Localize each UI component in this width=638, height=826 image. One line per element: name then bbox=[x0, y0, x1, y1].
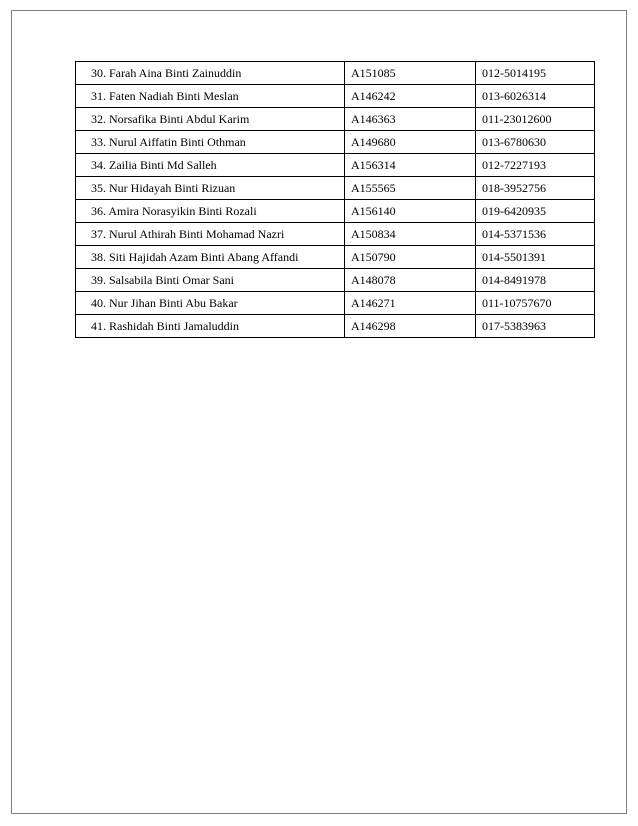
student-name: 36. Amira Norasyikin Binti Rozali bbox=[76, 200, 345, 223]
table-row bbox=[76, 131, 595, 154]
phone-number: 013-6780630 bbox=[476, 131, 595, 154]
student-name: 31. Faten Nadiah Binti Meslan bbox=[76, 85, 345, 108]
table-row bbox=[76, 292, 595, 315]
phone-number: 019-6420935 bbox=[476, 200, 595, 223]
phone-number: 013-6026314 bbox=[476, 85, 595, 108]
phone-number: 017-5383963 bbox=[476, 315, 595, 338]
table-row bbox=[76, 269, 595, 292]
student-name: 38. Siti Hajidah Azam Binti Abang Affandi bbox=[76, 246, 345, 269]
phone-number: 014-5501391 bbox=[476, 246, 595, 269]
matric-number: A146363 bbox=[345, 108, 476, 131]
student-name: 30. Farah Aina Binti Zainuddin bbox=[76, 62, 345, 85]
student-name: 33. Nurul Aiffatin Binti Othman bbox=[76, 131, 345, 154]
student-name: 35. Nur Hidayah Binti Rizuan bbox=[76, 177, 345, 200]
matric-number: A146271 bbox=[345, 292, 476, 315]
phone-number: 014-8491978 bbox=[476, 269, 595, 292]
matric-number: A155565 bbox=[345, 177, 476, 200]
matric-number: A150834 bbox=[345, 223, 476, 246]
matric-number: A151085 bbox=[345, 62, 476, 85]
matric-number: A146298 bbox=[345, 315, 476, 338]
table-row bbox=[76, 85, 595, 108]
matric-number: A148078 bbox=[345, 269, 476, 292]
student-name: 37. Nurul Athirah Binti Mohamad Nazri bbox=[76, 223, 345, 246]
matric-number: A146242 bbox=[345, 85, 476, 108]
phone-number: 011-10757670 bbox=[476, 292, 595, 315]
phone-number: 018-3952756 bbox=[476, 177, 595, 200]
student-name: 39. Salsabila Binti Omar Sani bbox=[76, 269, 345, 292]
matric-number: A156140 bbox=[345, 200, 476, 223]
table-row bbox=[76, 315, 595, 338]
matric-number: A156314 bbox=[345, 154, 476, 177]
student-name: 32. Norsafika Binti Abdul Karim bbox=[76, 108, 345, 131]
matric-number: A149680 bbox=[345, 131, 476, 154]
table-row bbox=[76, 246, 595, 269]
phone-number: 011-23012600 bbox=[476, 108, 595, 131]
student-name: 34. Zailia Binti Md Salleh bbox=[76, 154, 345, 177]
student-name: 40. Nur Jihan Binti Abu Bakar bbox=[76, 292, 345, 315]
phone-number: 012-7227193 bbox=[476, 154, 595, 177]
student-name: 41. Rashidah Binti Jamaluddin bbox=[76, 315, 345, 338]
table-row bbox=[76, 154, 595, 177]
table-row bbox=[76, 200, 595, 223]
table-row bbox=[76, 223, 595, 246]
table-row bbox=[76, 62, 595, 85]
phone-number: 012-5014195 bbox=[476, 62, 595, 85]
phone-number: 014-5371536 bbox=[476, 223, 595, 246]
matric-number: A150790 bbox=[345, 246, 476, 269]
table-row bbox=[76, 177, 595, 200]
table-row bbox=[76, 108, 595, 131]
student-table bbox=[75, 61, 595, 338]
